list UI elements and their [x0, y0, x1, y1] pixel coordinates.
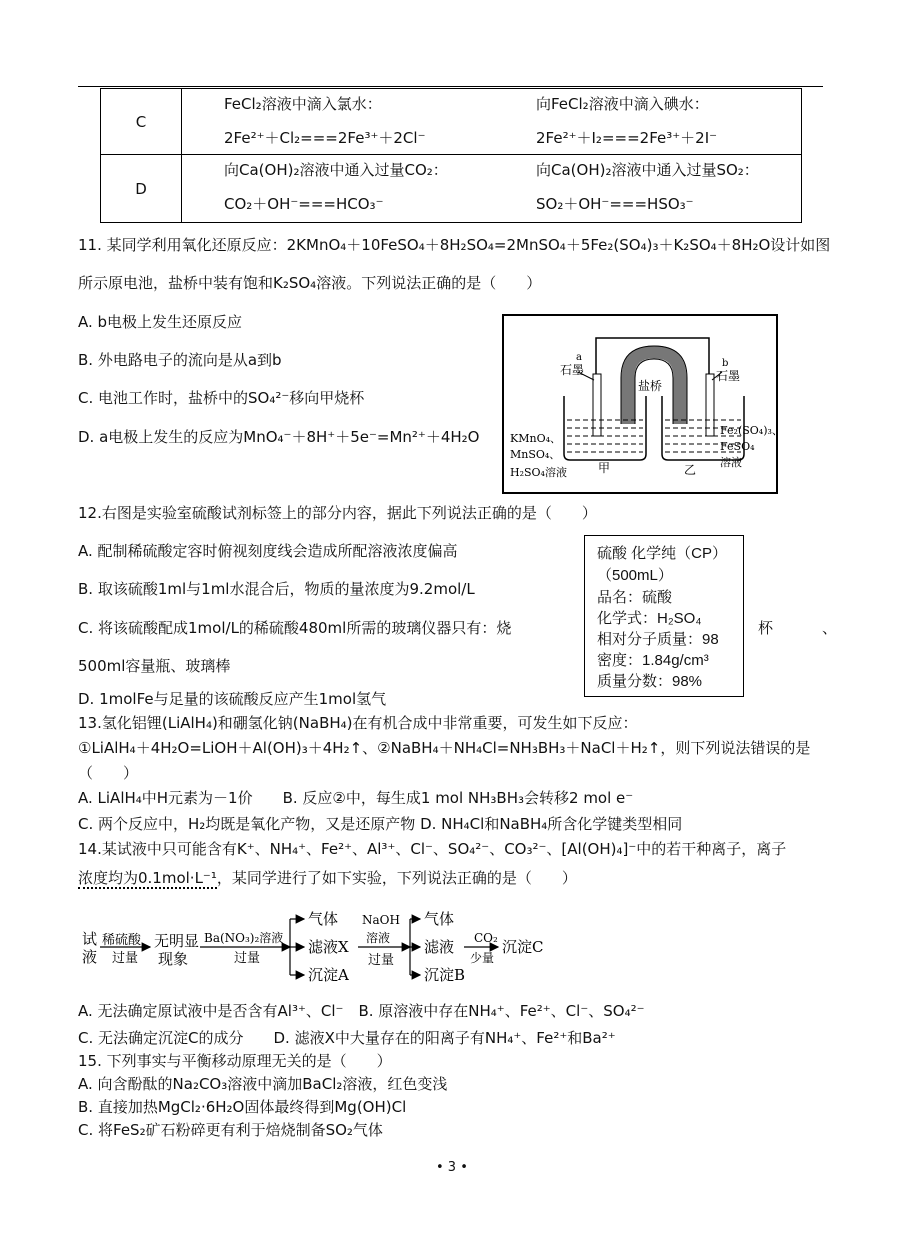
electrode-a-letter: a — [576, 352, 582, 363]
left-solution-label: MnSO₄、 — [510, 448, 561, 461]
q14-stem-emphasis — [78, 867, 577, 888]
q12-option-a: A. 配制稀硫酸定容时俯视刻度线会造成所配溶液浓度偏高 — [78, 542, 458, 560]
flow-reagent: 溶液 — [366, 931, 391, 945]
q14-stem: 14.某试液中只可能含有K⁺、NH₄⁺、Fe²⁺、Al³⁺、Cl⁻、SO₄²⁻、CO₃²⁻、[Al(OH)₄]⁻中的若干种离子，离子 — [78, 840, 787, 858]
label-line: 相对分子质量：98 — [597, 631, 719, 648]
flow-condition: 少量 — [470, 951, 495, 965]
label-line: 质量分数：98% — [597, 673, 703, 690]
flow-gas: 气体 — [424, 910, 455, 928]
top-rule — [78, 86, 823, 87]
cell-text: 2Fe²⁺＋Cl₂===2Fe³⁺＋2Cl⁻ — [224, 129, 426, 147]
answer-table — [100, 88, 802, 223]
q12-option-c-line2: 500ml容量瓶、玻璃棒 — [78, 657, 231, 675]
label-line: 品名：硫酸 — [597, 589, 673, 606]
q15-stem: 15. 下列事实与平衡移动原理无关的是（ ） — [78, 1052, 392, 1070]
flow-gas: 气体 — [308, 910, 339, 928]
electrode-b-letter: b — [722, 358, 729, 369]
flow-precipitate-b: 沉淀B — [424, 966, 466, 984]
flow-observation: 无明显 — [154, 932, 200, 950]
cell-text: CO₂＋OH⁻===HCO₃⁻ — [224, 195, 384, 213]
label-line: （500mL） — [597, 567, 673, 584]
table-cell — [182, 155, 802, 223]
q14-options-cd: C. 无法确定沉淀C的成分 D. 滤液X中大量存在的阳离子有NH₄⁺、Fe²⁺和Ba²⁺ — [78, 1029, 616, 1047]
q12-option-c-cont: 杯 — [758, 619, 774, 637]
flow-reagent: Ba(NO₃)₂溶液 — [204, 931, 284, 945]
flow-condition: 过量 — [368, 953, 395, 968]
row-label: C — [101, 89, 182, 155]
q13-options-ab: A. LiAlH₄中H元素为－1价 B. 反应②中，每生成1 mol NH₃BH₃会转移2 mol e⁻ — [78, 789, 634, 807]
q11-stem: 11. 某同学利用氧化还原反应：2KMnO₄＋10FeSO₄＋8H₂SO₄=2MnSO₄＋5Fe₂(SO₄)₃＋K₂SO₄＋8H₂O设计如图 — [78, 236, 831, 254]
galvanic-cell-drawing — [504, 316, 783, 492]
beaker-jia-label: 甲 — [598, 461, 611, 475]
q12-stem: 12.右图是实验室硫酸试剂标签上的部分内容，据此下列说法正确的是（ ） — [78, 504, 597, 522]
flow-condition: 过量 — [112, 951, 139, 966]
cell-text: 2Fe²⁺＋I₂===2Fe³⁺＋2I⁻ — [536, 129, 718, 147]
electrode-b-name: 石墨 — [716, 369, 741, 383]
q15-option-b: B. 直接加热MgCl₂·6H₂O固体最终得到Mg(OH)Cl — [78, 1098, 407, 1116]
right-solution-label: Fe₂(SO₄)₃、 — [720, 424, 783, 437]
q15-option-c: C. 将FeS₂矿石粉碎更有利于焙烧制备SO₂气体 — [78, 1121, 383, 1139]
label-line: 硫酸 化学纯（CP） — [597, 545, 728, 562]
beaker-yi-label: 乙 — [684, 463, 697, 477]
flow-precipitate-c: 沉淀C — [502, 938, 544, 956]
q11-stem: 所示原电池，盐桥中装有饱和K₂SO₄溶液。下列说法正确的是（ ） — [78, 274, 542, 292]
left-solution-label: KMnO₄、 — [510, 432, 561, 445]
q12-option-b: B. 取该硫酸1ml与1ml水混合后，物质的量浓度为9.2mol/L — [78, 580, 475, 598]
galvanic-cell-figure — [502, 314, 783, 494]
cell-text: 向Ca(OH)₂溶液中通入过量SO₂： — [536, 161, 759, 179]
left-solution-label: H₂SO₄溶液 — [510, 466, 567, 479]
cell-text: 向Ca(OH)₂溶液中通入过量CO₂： — [224, 161, 448, 179]
page-number: • 3 • — [436, 1160, 468, 1175]
flow-filtrate: 滤液 — [424, 938, 455, 956]
q13-stem: （ ） — [78, 764, 139, 782]
right-solution-label: 溶液 — [720, 456, 742, 469]
flow-observation: 现象 — [158, 950, 189, 968]
row-label: D — [101, 155, 182, 223]
flow-start: 试 — [82, 930, 98, 948]
table-row — [101, 89, 802, 155]
flow-precipitate-a: 沉淀A — [308, 966, 349, 984]
electrode-a-name: 石墨 — [560, 363, 585, 377]
q11-option-d: D. a电极上发生的反应为MnO₄⁻＋8H⁺＋5e⁻=Mn²⁺＋4H₂O — [78, 428, 480, 446]
flow-reagent: 稀硫酸 — [102, 933, 142, 948]
q14-options-ab: A. 无法确定原试液中是否含有Al³⁺、Cl⁻ B. 原溶液中存在NH₄⁺、Fe²⁺、Cl⁻、SO₄²⁻ — [78, 1002, 645, 1020]
q11-option-b: B. 外电路电子的流向是从a到b — [78, 351, 282, 369]
reagent-label — [584, 535, 744, 697]
q14-flowchart — [78, 904, 578, 990]
salt-bridge-label: 盐桥 — [638, 379, 663, 393]
q14-stem-rest: ，某同学进行了如下实验，下列说法正确的是（ ） — [216, 869, 577, 887]
table-cell — [182, 89, 802, 155]
flow-reagent: NaOH — [362, 913, 400, 927]
flow-condition: 过量 — [234, 951, 261, 966]
q12-option-c: C. 将该硫酸配成1mol/L的稀硫酸480ml所需的玻璃仪器只有：烧 — [78, 619, 512, 637]
cell-text: SO₂＋OH⁻===HSO₃⁻ — [536, 195, 694, 213]
right-solution-label: FeSO₄ — [720, 440, 755, 453]
q13-stem: 13.氢化铝锂(LiAlH₄)和硼氢化钠(NaBH₄)在有机合成中非常重要，可发生如下反应： — [78, 714, 638, 732]
q14-emphasized-text: 浓度均为0.1mol·L⁻¹ — [78, 869, 217, 887]
q12-option-d: D. 1molFe与足量的该硫酸反应产生1mol氢气 — [78, 690, 387, 708]
flow-start: 液 — [82, 948, 98, 966]
q11-option-a: A. b电极上发生还原反应 — [78, 313, 243, 331]
cell-text: FeCl₂溶液中滴入氯水： — [224, 95, 382, 113]
q13-options-cd: C. 两个反应中，H₂均既是氧化产物，又是还原产物 D. NH₄Cl和NaBH₄所含化学键类型相同 — [78, 815, 683, 833]
q15-option-a: A. 向含酚酞的Na₂CO₃溶液中滴加BaCl₂溶液，红色变浅 — [78, 1075, 448, 1093]
table-row — [101, 155, 802, 223]
label-line: 化学式：H₂SO₄ — [597, 610, 702, 627]
flow-reagent: CO₂ — [474, 931, 498, 945]
q12-option-c-cont: 、 — [822, 619, 838, 637]
q11-option-c: C. 电池工作时，盐桥中的SO₄²⁻移向甲烧杯 — [78, 389, 365, 407]
q13-stem: ①LiAlH₄＋4H₂O=LiOH＋Al(OH)₃＋4H₂↑、②NaBH₄＋NH₄Cl=NH₃BH₃＋NaCl＋H₂↑，则下列说法错误的是 — [78, 739, 811, 757]
flow-filtrate-x: 滤液X — [308, 938, 349, 956]
label-line: 密度：1.84g/cm³ — [597, 652, 709, 669]
cell-text: 向FeCl₂溶液中滴入碘水： — [536, 95, 709, 113]
